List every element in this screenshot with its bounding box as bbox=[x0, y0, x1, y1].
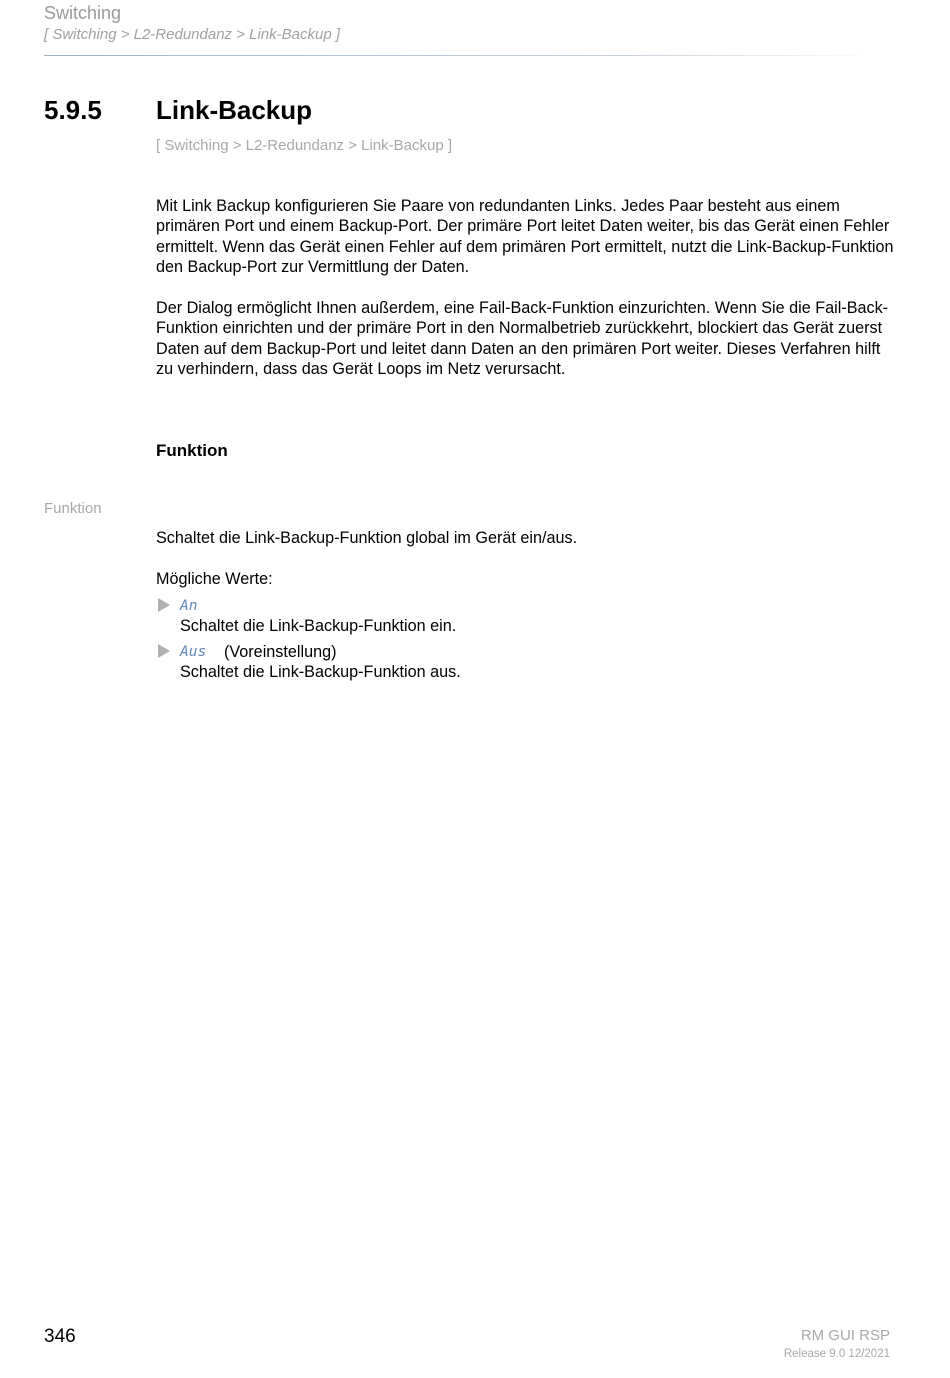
value-description: Schaltet die Link-Backup-Funktion ein. bbox=[180, 617, 457, 635]
value-code: Aus bbox=[180, 644, 207, 660]
page-number: 346 bbox=[44, 1326, 76, 1347]
funktion-margin-label: Funktion bbox=[44, 500, 102, 517]
section-number: 5.9.5 bbox=[44, 95, 102, 125]
triangle-bullet-icon bbox=[158, 644, 170, 658]
triangle-bullet-icon bbox=[158, 598, 170, 612]
running-header-title: Switching bbox=[44, 3, 122, 23]
document-name: RM GUI RSP bbox=[800, 1327, 890, 1344]
default-note: (Voreinstellung) bbox=[224, 643, 337, 661]
value-description: Schaltet die Link-Backup-Funktion aus. bbox=[180, 663, 461, 681]
header-divider bbox=[44, 55, 884, 56]
possible-values-label: Mögliche Werte: bbox=[156, 570, 273, 588]
intro-paragraph: Mit Link Backup konfigurieren Sie Paare von redundanten Links. Jedes Paar besteht aus einem primären Port und einem Backup-Port. Der primäre Port leitet Daten weiter, bis das Gerät einen Fehler ermittelt. Wenn das Gerät einen Fehler auf dem primären Port ermittelt, nutzt die Link-Backup-Funktion den Backup-Port zur Vermittlung der Daten. bbox=[156, 197, 894, 277]
funktion-heading: Funktion bbox=[156, 441, 228, 460]
release-info: Release 9.0 12/2021 bbox=[783, 1348, 890, 1360]
value-code: An bbox=[180, 598, 198, 614]
failback-paragraph: Der Dialog ermöglicht Ihnen außerdem, eine Fail-Back-Funktion einzurichten. Wenn Sie die Fail-Back-Funktion einrichten und der primäre Port in den Normalbetrieb zurückkehrt, blockiert das Gerät zuerst Daten auf dem Backup-Port und leitet dann Daten an den primären Port weiter. Dieses Verfahren hilft zu verhindern, dass das Gerät Loops im Netz verursacht. bbox=[156, 299, 889, 379]
section-title: Link-Backup bbox=[156, 95, 313, 125]
funktion-description: Schaltet die Link-Backup-Funktion global im Gerät ein/aus. bbox=[156, 529, 578, 547]
section-breadcrumb: [ Switching > L2-Redundanz > Link-Backup ] bbox=[156, 137, 453, 154]
running-header-path: [ Switching > L2-Redundanz > Link-Backup ] bbox=[44, 26, 341, 43]
